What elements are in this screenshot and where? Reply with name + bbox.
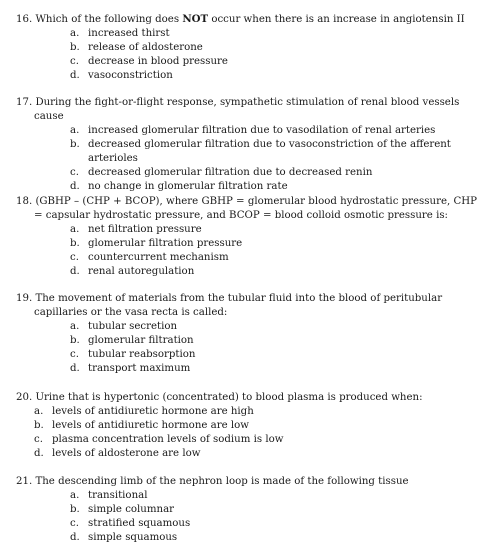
question-21 — [16, 475, 488, 545]
question-text: 20. Urine that is hypertonic (concentrated) to blood plasma is produced when: — [16, 392, 423, 403]
options-list — [70, 489, 488, 545]
options-list — [70, 320, 488, 376]
option-b: b. simple columnar — [70, 504, 175, 515]
options-list — [70, 223, 488, 279]
option-d: d. levels of aldosterone are low — [34, 448, 201, 459]
options-list — [70, 27, 488, 83]
option-b: b. glomerular filtration — [70, 335, 194, 346]
options-list — [70, 124, 488, 194]
option-d: d. simple squamous — [70, 532, 178, 543]
question-17 — [16, 96, 488, 194]
options-list — [34, 405, 488, 461]
option-a: a. net filtration pressure — [70, 224, 202, 235]
option-c: c. plasma concentration levels of sodium is low — [34, 434, 284, 445]
option-c: c. decreased glomerular filtration due to decreased renin — [70, 167, 373, 178]
option-a: a. increased thirst — [70, 28, 170, 39]
option-b: b. levels of antidiuretic hormone are low — [34, 420, 249, 431]
option-a: a. increased glomerular filtration due to vasodilation of renal arteries — [70, 125, 436, 136]
question-16 — [16, 12, 488, 83]
option-c: c. countercurrent mechanism — [70, 252, 229, 263]
option-b: b. glomerular filtration pressure — [70, 238, 243, 249]
option-d: d. renal autoregulation — [70, 266, 195, 277]
option-b: b. release of aldosterone — [70, 42, 203, 53]
option-c: c. stratified squamous — [70, 518, 191, 529]
question-18 — [16, 195, 488, 279]
option-b: b. decreased glomerular filtration due to vasoconstriction of the afferent arterioles — [70, 139, 451, 164]
option-a: a. tubular secretion — [70, 321, 178, 332]
question-text: 18. (GBHP – (CHP + BCOP), where GBHP = glomerular blood hydrostatic pressure, CHP = capsular hydrostatic pressure, and BCOP = blood colloid osmotic pressure is: — [16, 196, 477, 221]
option-d: d. transport maximum — [70, 363, 191, 374]
emphasis: NOT — [182, 13, 209, 25]
option-c: c. tubular reabsorption — [70, 349, 196, 360]
option-a: a. transitional — [70, 490, 148, 501]
question-text: 19. The movement of materials from the tubular fluid into the blood of peritubular capillaries or the vasa recta is called: — [16, 293, 443, 318]
question-20 — [16, 391, 488, 461]
question-19 — [16, 292, 488, 376]
option-d: d. no change in glomerular filtration rate — [70, 181, 288, 192]
question-text: 16. Which of the following does NOT occur when there is an increase in angiotensin II — [16, 13, 465, 25]
option-c: c. decrease in blood pressure — [70, 56, 228, 67]
option-d: d. vasoconstriction — [70, 70, 173, 81]
option-a: a. levels of antidiuretic hormone are high — [34, 406, 254, 417]
question-text: 17. During the fight-or-flight response, sympathetic stimulation of renal blood vessels cause — [16, 97, 460, 122]
question-text: 21. The descending limb of the nephron loop is made of the following tissue — [16, 476, 409, 487]
